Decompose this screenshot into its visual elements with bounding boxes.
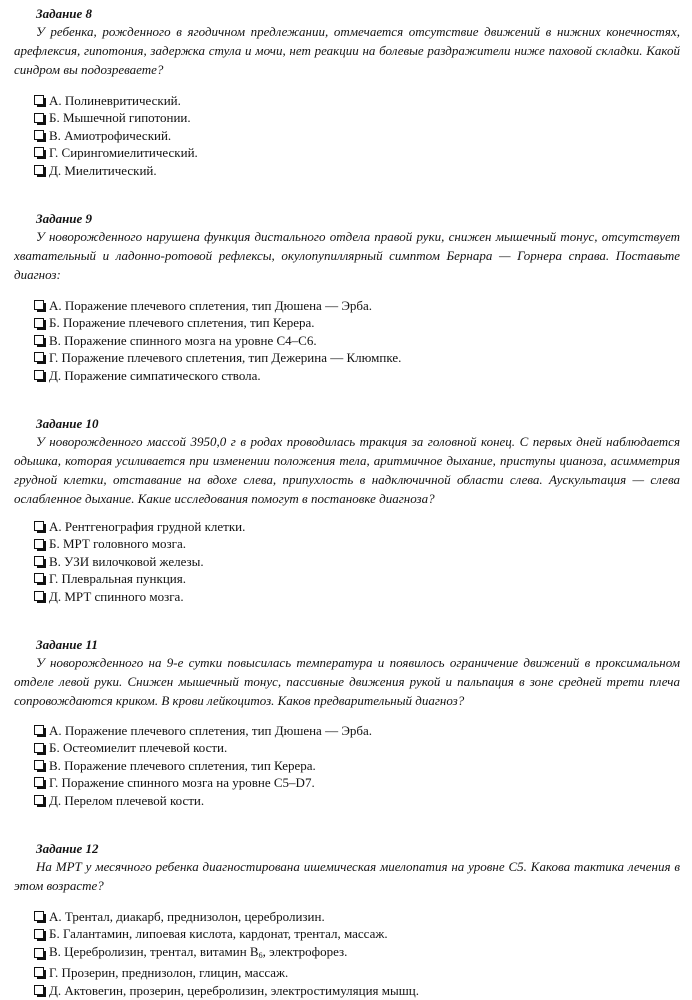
checkbox-icon[interactable] <box>34 370 44 380</box>
option-b[interactable] <box>34 109 198 126</box>
checkbox-icon[interactable] <box>34 165 44 175</box>
vitamin-subscript: 6 <box>258 950 263 960</box>
checkbox-icon[interactable] <box>34 725 44 735</box>
checkbox-icon[interactable] <box>34 948 44 958</box>
option-v[interactable] <box>34 332 401 349</box>
option-label: А. Рентгенография грудной клетки. <box>49 519 246 534</box>
checkbox-icon[interactable] <box>34 130 44 140</box>
option-g[interactable] <box>34 774 372 791</box>
option-v[interactable] <box>34 943 419 964</box>
option-b[interactable] <box>34 314 401 331</box>
options-list <box>34 297 401 384</box>
option-g[interactable] <box>34 349 401 366</box>
option-label: В. Поражение спинного мозга на уровне С4–С6. <box>49 332 317 348</box>
option-d[interactable] <box>34 367 401 384</box>
checkbox-icon[interactable] <box>34 573 44 583</box>
option-label: А. Полиневритический. <box>49 93 181 108</box>
option-label: Б. Мышечной гипотонии. <box>49 110 191 126</box>
task-question: У ребенка, рожденного в ягодичном предлежании, отмечается отсутствие движений в нижних конечностях, арефлексия, гипотония, задержка стула и мочи, нет реакции на болевые раздражители ниже паховой складки. Какой синдром вы подозреваете? <box>14 24 680 77</box>
option-b[interactable] <box>34 925 419 942</box>
task-question: У новорожденного на 9-е сутки повысилась температура и появилось ограничение движений в проксимальном отделе левой руки. Снижен мышечный тонус, пассивные движения рукой и пальпация в зоне средней трети плеча сопровождаются криком. В крови лейкоцитоз. Каков предварительный диагноз? <box>14 655 680 708</box>
task-question: На МРТ у месячного ребенка диагностирована ишемическая миелопатия на уровне C5. Какова тактика лечения в этом возрасте? <box>14 859 680 893</box>
checkbox-icon[interactable] <box>34 335 44 345</box>
option-label: Г. Сирингомиелитический. <box>49 145 198 161</box>
option-g[interactable] <box>34 144 198 161</box>
option-b[interactable] <box>34 535 245 552</box>
task-question: У новорожденного массой 3950,0 г в родах проводилась тракция за головной конец. С первых дней наблюдается одышка, которая усиливается при изменении положения тела, аритмичное дыхание, приступы цианоза, асимметрия грудной клетки, отставание на вдохе слева, припухлость в надключичной области слева. Аускультация — слева ослабленное дыхание. Какие исследования помогут в постановке диагноза? <box>14 434 680 506</box>
task-title: Задание 8 <box>36 6 93 21</box>
option-label: Г. Прозерин, преднизолон, глицин, массаж. <box>49 965 289 981</box>
option-label: А. Поражение плечевого сплетения, тип Дюшена — Эрба. <box>49 298 373 313</box>
option-b[interactable] <box>34 739 372 756</box>
checkbox-icon[interactable] <box>34 777 44 787</box>
task-8 <box>14 6 680 79</box>
checkbox-icon[interactable] <box>34 760 44 770</box>
option-label: А. Трентал, диакарб, преднизолон, церебролизин. <box>49 909 325 924</box>
options-list <box>34 722 372 809</box>
option-label: Г. Поражение плечевого сплетения, тип Дежерина — Клюмпке. <box>49 350 402 366</box>
option-a[interactable] <box>34 722 372 739</box>
task-question: У новорожденного нарушена функция дистального отдела правой руки, снижен мышечный тонус, отсутствует хватательный и ладонно-ротовой рефлексы, окулопупиллярный симптом Бернара — Горнера справа. Поставьте диагноз: <box>14 229 680 282</box>
option-label <box>49 943 347 964</box>
checkbox-icon[interactable] <box>34 95 44 105</box>
task-title: Задание 12 <box>36 841 99 856</box>
options-list <box>34 908 419 999</box>
checkbox-icon[interactable] <box>34 147 44 157</box>
option-d[interactable] <box>34 588 245 605</box>
option-label: А. Поражение плечевого сплетения, тип Дюшена — Эрба. <box>49 723 373 738</box>
option-label: Б. Поражение плечевого сплетения, тип Керера. <box>49 315 315 331</box>
task-11 <box>14 637 680 710</box>
options-list <box>34 518 245 605</box>
option-a[interactable] <box>34 92 198 109</box>
checkbox-icon[interactable] <box>34 591 44 601</box>
option-g[interactable] <box>34 964 419 981</box>
checkbox-icon[interactable] <box>34 539 44 549</box>
option-label: Г. Поражение спинного мозга на уровне C5–D7. <box>49 775 315 791</box>
option-label: Б. Галантамин, липоевая кислота, кардонат, трентал, массаж. <box>49 926 388 942</box>
checkbox-icon[interactable] <box>34 521 44 531</box>
checkbox-icon[interactable] <box>34 318 44 328</box>
option-label: Д. Миелитический. <box>49 162 157 178</box>
option-label-text: , электрофорез. <box>262 943 348 959</box>
option-label: Г. Плевральная пункция. <box>49 571 186 587</box>
checkbox-icon[interactable] <box>34 985 44 995</box>
task-12 <box>14 841 680 895</box>
option-v[interactable] <box>34 757 372 774</box>
option-a[interactable] <box>34 297 401 314</box>
option-g[interactable] <box>34 570 245 587</box>
task-title: Задание 11 <box>36 637 98 652</box>
option-d[interactable] <box>34 162 198 179</box>
option-label: Б. МРТ головного мозга. <box>49 536 186 552</box>
checkbox-icon[interactable] <box>34 352 44 362</box>
option-v[interactable] <box>34 127 198 144</box>
task-title: Задание 10 <box>36 416 99 431</box>
option-d[interactable] <box>34 982 419 999</box>
checkbox-icon[interactable] <box>34 300 44 310</box>
checkbox-icon[interactable] <box>34 911 44 921</box>
option-d[interactable] <box>34 792 372 809</box>
options-list <box>34 92 198 179</box>
checkbox-icon[interactable] <box>34 929 44 939</box>
option-label: Д. Поражение симпатического ствола. <box>49 367 261 383</box>
option-a[interactable] <box>34 518 245 535</box>
option-a[interactable] <box>34 908 419 925</box>
option-label: В. Поражение плечевого сплетения, тип Керера. <box>49 757 316 773</box>
option-label-text: В. Церебролизин, трентал, витамин B <box>49 943 259 959</box>
option-label: Б. Остеомиелит плечевой кости. <box>49 740 228 756</box>
checkbox-icon[interactable] <box>34 795 44 805</box>
option-label: Д. МРТ спинного мозга. <box>49 588 184 604</box>
option-v[interactable] <box>34 553 245 570</box>
checkbox-icon[interactable] <box>34 967 44 977</box>
checkbox-icon[interactable] <box>34 743 44 753</box>
option-label: В. УЗИ вилочковой железы. <box>49 553 204 569</box>
task-title: Задание 9 <box>36 211 93 226</box>
task-9 <box>14 211 680 284</box>
option-label: В. Амиотрофический. <box>49 127 172 143</box>
checkbox-icon[interactable] <box>34 556 44 566</box>
option-label: Д. Актовегин, прозерин, церебролизин, электростимуляция мышц. <box>49 982 419 998</box>
checkbox-icon[interactable] <box>34 113 44 123</box>
task-10 <box>14 416 680 508</box>
option-label: Д. Перелом плечевой кости. <box>49 792 205 808</box>
